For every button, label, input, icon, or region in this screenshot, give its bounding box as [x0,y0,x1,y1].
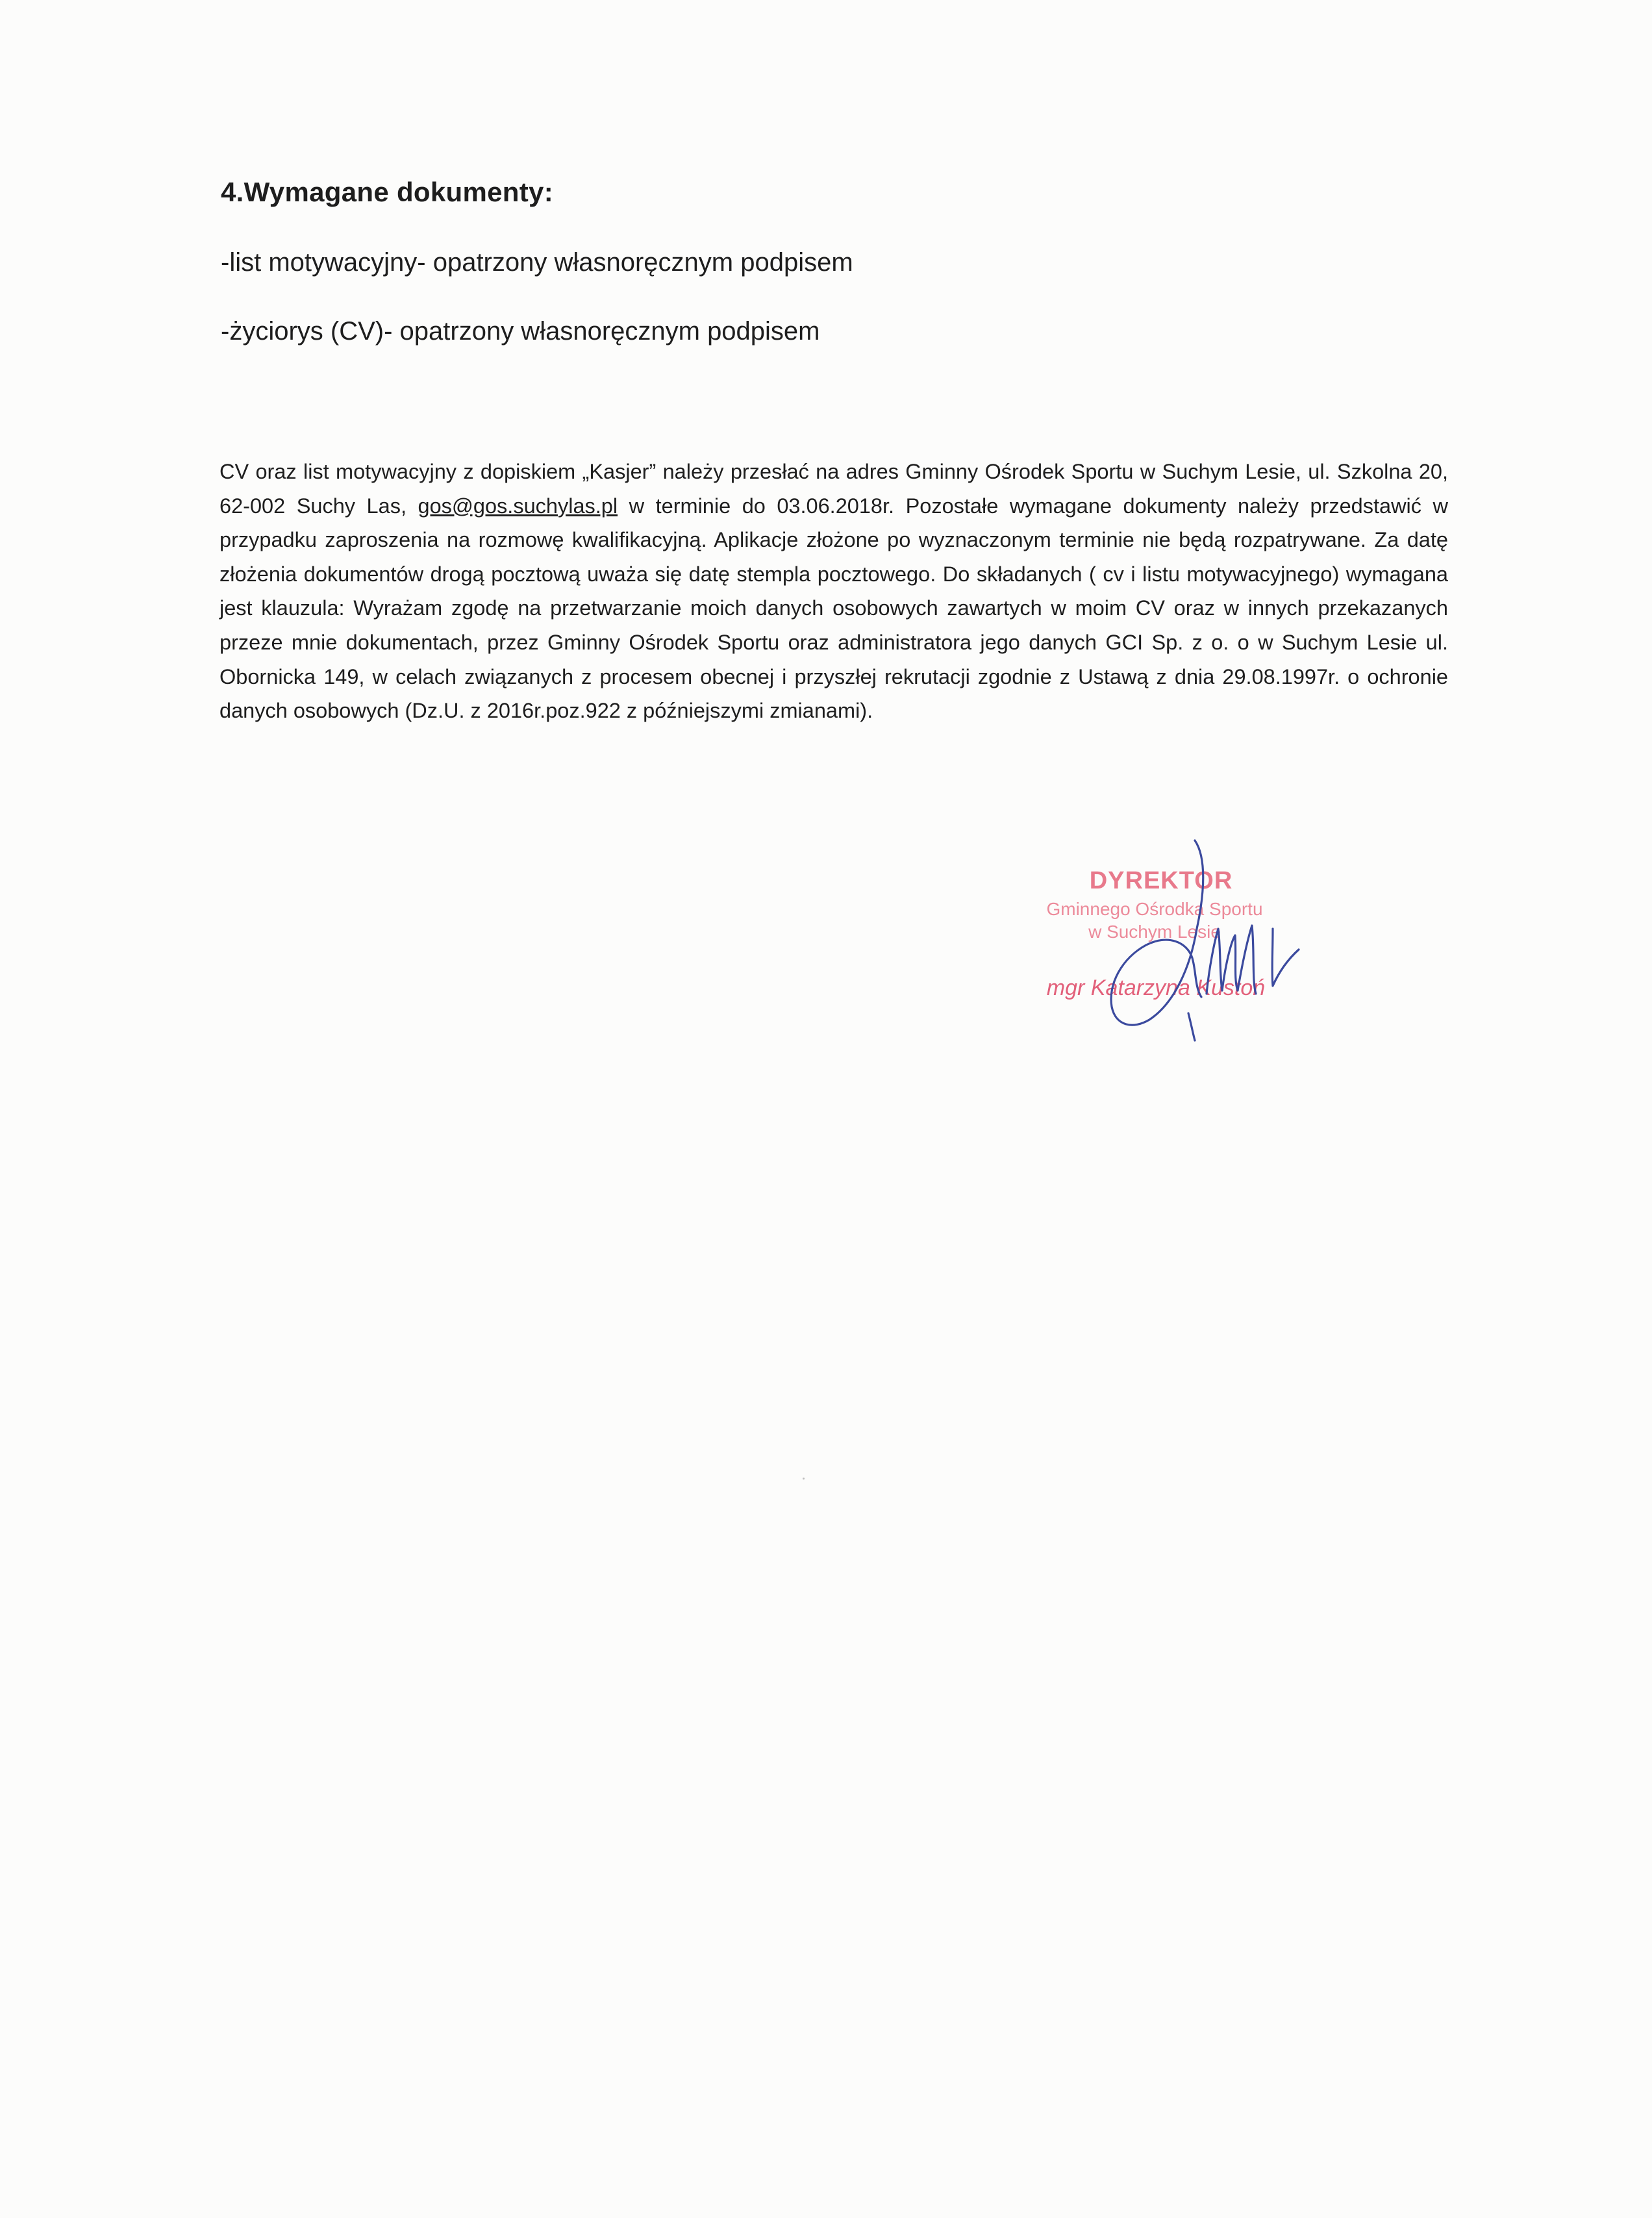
requirement-item: -list motywacyjny- opatrzony własnoręcznym podpisem [221,248,853,277]
signature-stamp-block [1000,831,1338,1046]
section-heading: 4.Wymagane dokumenty: [221,177,553,207]
body-text-part1: CV oraz list motywacyjny z dopiskiem „Kasjer” należy przesłać na adres Gminny Ośrodek Sportu w Suchym Lesie, ul. Szkolna 20, 62-002 Suchy Las, [219,460,1448,518]
requirement-item: -życiorys (CV)- opatrzony własnoręcznym podpisem [221,317,820,346]
body-text-part2: w terminie do 03.06.2018r. Pozostałe wymagane dokumenty należy przedstawić w przypadku zaproszenia na rozmowę kwalifikacyjną. Aplikacje złożone po wyznaczonym terminie nie będą rozpatrywane. Za datę złożenia dokumentów drogą pocztową uważa się datę stempla pocztowego. Do składanych ( cv i listu motywacyjnego) wymagana jest klauzula: Wyrażam zgodę na przetwarzanie moich danych osobowych zawartych w moim CV oraz w innych przekazanych przeze mnie dokumentach, przez Gminny Ośrodek Sportu oraz administratora jego danych GCI Sp. z o. o w Suchym Lesie ul. Obornicka 149, w celach związanych z procesem obecnej i przyszłej rekrutacji zgodnie z Ustawą z dnia 29.08.1997r. o ochronie danych osobowych (Dz.U. z 2016r.poz.922 z późniejszymi zmianami). [219,494,1449,723]
scan-speck [803,1478,805,1480]
handwritten-signature-icon [1000,831,1338,1046]
stamp-institution: Gminnego Ośrodka Sportu [1046,899,1263,919]
stamp-location: w Suchym Lesie [1088,922,1221,942]
email-link[interactable]: gos@gos.suchylas.pl [418,494,618,518]
stamp-director-name: mgr Katarzyna Kustoń [1046,976,1266,1000]
stamp-title: DYREKTOR [1089,867,1233,894]
body-paragraph [219,455,1448,728]
